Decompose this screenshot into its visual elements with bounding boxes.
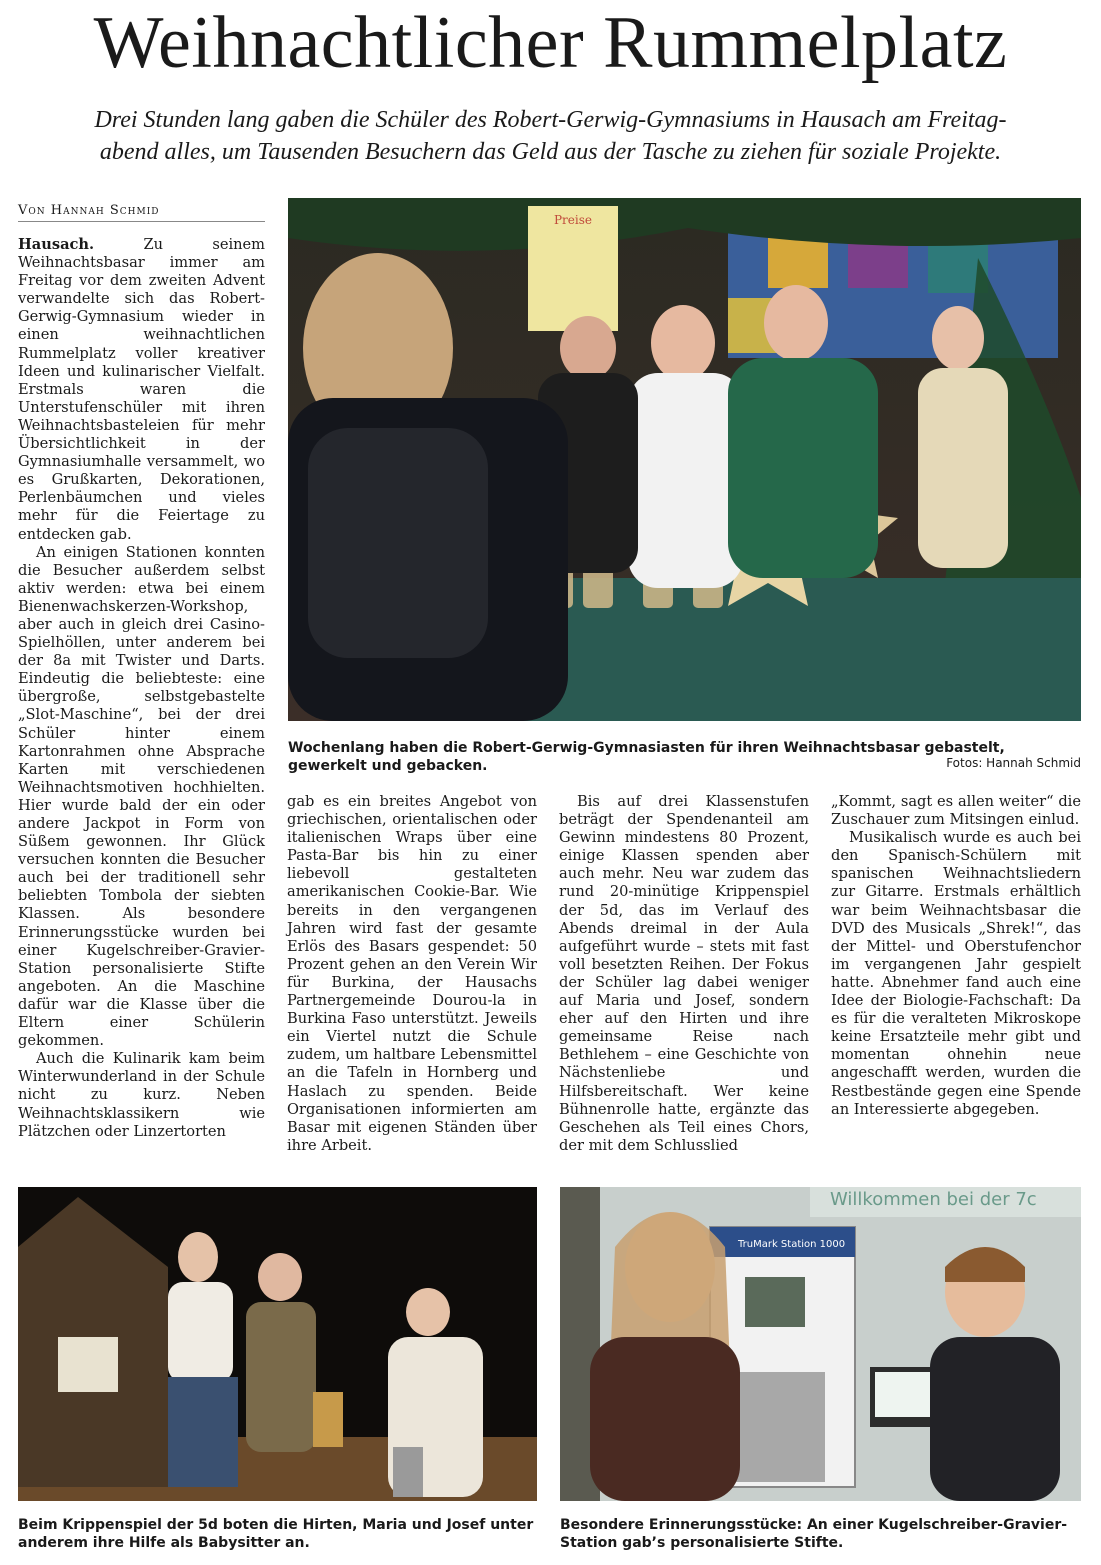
paragraph-text: Zu seinem Weihnachtsbasar immer am Freitag vor dem zweiten Advent verwandelte sich das Robert-Gerwig-Gymnasium wieder in einen weihnachtlichen Rummelplatz voller kreativer Ideen und kulinarischer Vielfalt. Erstmals waren die Unterstufenschüler mit ihren Weihnachtsbasteleien für mehr Übersichtlichkeit in der Gymnasiumhalle versammelt, wo es Grußkarten, Dekorationen, Perlenbäumchen und vieles mehr für die Feiertage zu entdecken gab. (18, 236, 265, 543)
headline: Weihnachtlicher Rummelplatz (93, 2, 1008, 84)
paragraph: Auch die Kulinarik kam beim Winterwunderland in der Schule nicht zu kurz. Neben Weihnachtsklassikern wie Plätzchen oder Linzertorten (18, 1050, 265, 1140)
article-column-2 (287, 793, 537, 1155)
paragraph: Bis auf drei Klassenstufen beträgt der Spendenanteil am Gewinn mindestens 80 Prozent, einige Klassen spenden aber auch mehr. Neu war zudem das rund 20-minütige Krippenspiel der 5d, das im Verlauf des Abends dreimal in der Aula aufgeführt wurde – stets mit fast voll besetzten Reihen. Der Fokus der Schüler lag dabei weniger auf Maria und Josef, sondern eher auf den Hirten und ihre gemeinsame Reise nach Bethlehem – eine Geschichte von Nächstenliebe und Hilfsbereitschaft. Wer keine Bühnenrolle hatte, ergänzte das Geschehen als Teil eines Chors, der mit dem Schlusslied (559, 793, 809, 1154)
byline: Von Hannah Schmid (18, 203, 265, 222)
article-column-4 (831, 793, 1081, 1119)
photo-main-image (288, 198, 1081, 721)
paragraph: Musikalisch wurde es auch bei den Spanisch-Schülern mit spanischen Weihnachtsliedern zur Gitarre. Erstmals erhältlich war beim Weihnachtsbasar die DVD des Musicals „Shrek!“, das der Mittel- und Oberstufenchor im vergangenen Jahr gespielt hatte. Abnehmer fand auch eine Idee der Biologie-Fachschaft: Da es für die veralteten Mikroskope keine Ersatzteile mehr gibt und momentan ohnehin neue angeschafft werden, wurden die Restbestände gegen eine Spende an Interessierte abgegeben. (831, 829, 1081, 1118)
article-column-3 (559, 793, 809, 1155)
sign-text: Preise (553, 213, 593, 227)
photo-engraving-image (560, 1187, 1081, 1501)
paragraph (18, 236, 265, 544)
paragraph: An einigen Stationen konnten die Besucher außerdem selbst aktiv werden: etwa bei einem Bienenwachskerzen-Workshop, aber auch in gleich drei Casino-Spielhöllen, unter anderem bei der 8a mit Twister und Darts. Eindeutig die beliebteste: eine übergroße, selbstgebastelte „Slot-Maschine“, bei der drei Schüler hinter einem Kartonrahmen ohne Absprache Karten mit verschiedenen Weihnachtsmotiven hochhielten. Hier wurde bald der ein oder andere Jackpot in Form von Süßem gewonnen. Ihr Glück versuchen konnten die Besucher auch bei der traditionell sehr beliebten Tombola der siebten Klassen. Als besondere Erinnerungsstücke wurden bei einer Kugelschreiber-Gravier-Station personalisierte Stifte angeboten. An die Maschine dafür war die Klasse über die Eltern einer Schülerin gekommen. (18, 543, 265, 1050)
photo-credit: Fotos: Hannah Schmid (946, 756, 1081, 770)
photo-main-caption: Wochenlang haben die Robert-Gerwig-Gymnasiasten für ihren Weihnachtsbasar gebastelt, gewerkelt und gebacken. (288, 740, 1005, 774)
paragraph: gab es ein breites Angebot von griechischen, orientalischen oder italienischen Wraps über eine Pasta-Bar bis hin zu einer liebevoll gestalteten amerikanischen Cookie-Bar. Wie bereits in den vergangenen Jahren wird fast der gesamte Erlös des Basars gespendet: 50 Prozent gehen an den Verein Wir für Burkina, der Hausachs Partnergemeinde Dourou-la in Burkina Faso unterstützt. Jeweils ein Viertel nutzt die Schule zudem, um haltbare Lebensmittel an die Tafeln in Hornberg und Haslach zu spenden. Beide Organisationen informierten am Basar mit eigenen Ständen über ihre Arbeit. (287, 793, 537, 1154)
subheadline: Drei Stunden lang gaben die Schüler des Robert-Gerwig-Gymnasiums in Hausach am Freitag- abend alles, um Tausenden Besuchern das Geld aus der Tasche zu ziehen für soziale Projekte. (94, 107, 1007, 165)
photo-main (288, 198, 1081, 721)
photo-nativity-image (18, 1187, 537, 1501)
dateline: Hausach. (18, 236, 95, 253)
machine-label: TruMark Station 1000 (738, 1239, 846, 1250)
photo-engraving-station (560, 1187, 1081, 1501)
photo-nativity-play (18, 1187, 537, 1501)
banner-text: Willkommen bei der 7c (830, 1189, 1037, 1210)
photo-engraving-caption: Besondere Erinnerungsstücke: An einer Kugelschreiber-Gravier-Station gab’s personalisierte Stifte. (560, 1517, 1068, 1551)
photo-nativity-caption: Beim Krippenspiel der 5d boten die Hirten, Maria und Josef unter anderem ihre Hilfe als Babysitter an. (18, 1517, 534, 1551)
paragraph: „Kommt, sagt es allen weiter“ die Zuschauer zum Mitsingen einlud. (831, 793, 1081, 829)
article-column-1 (18, 236, 265, 1141)
